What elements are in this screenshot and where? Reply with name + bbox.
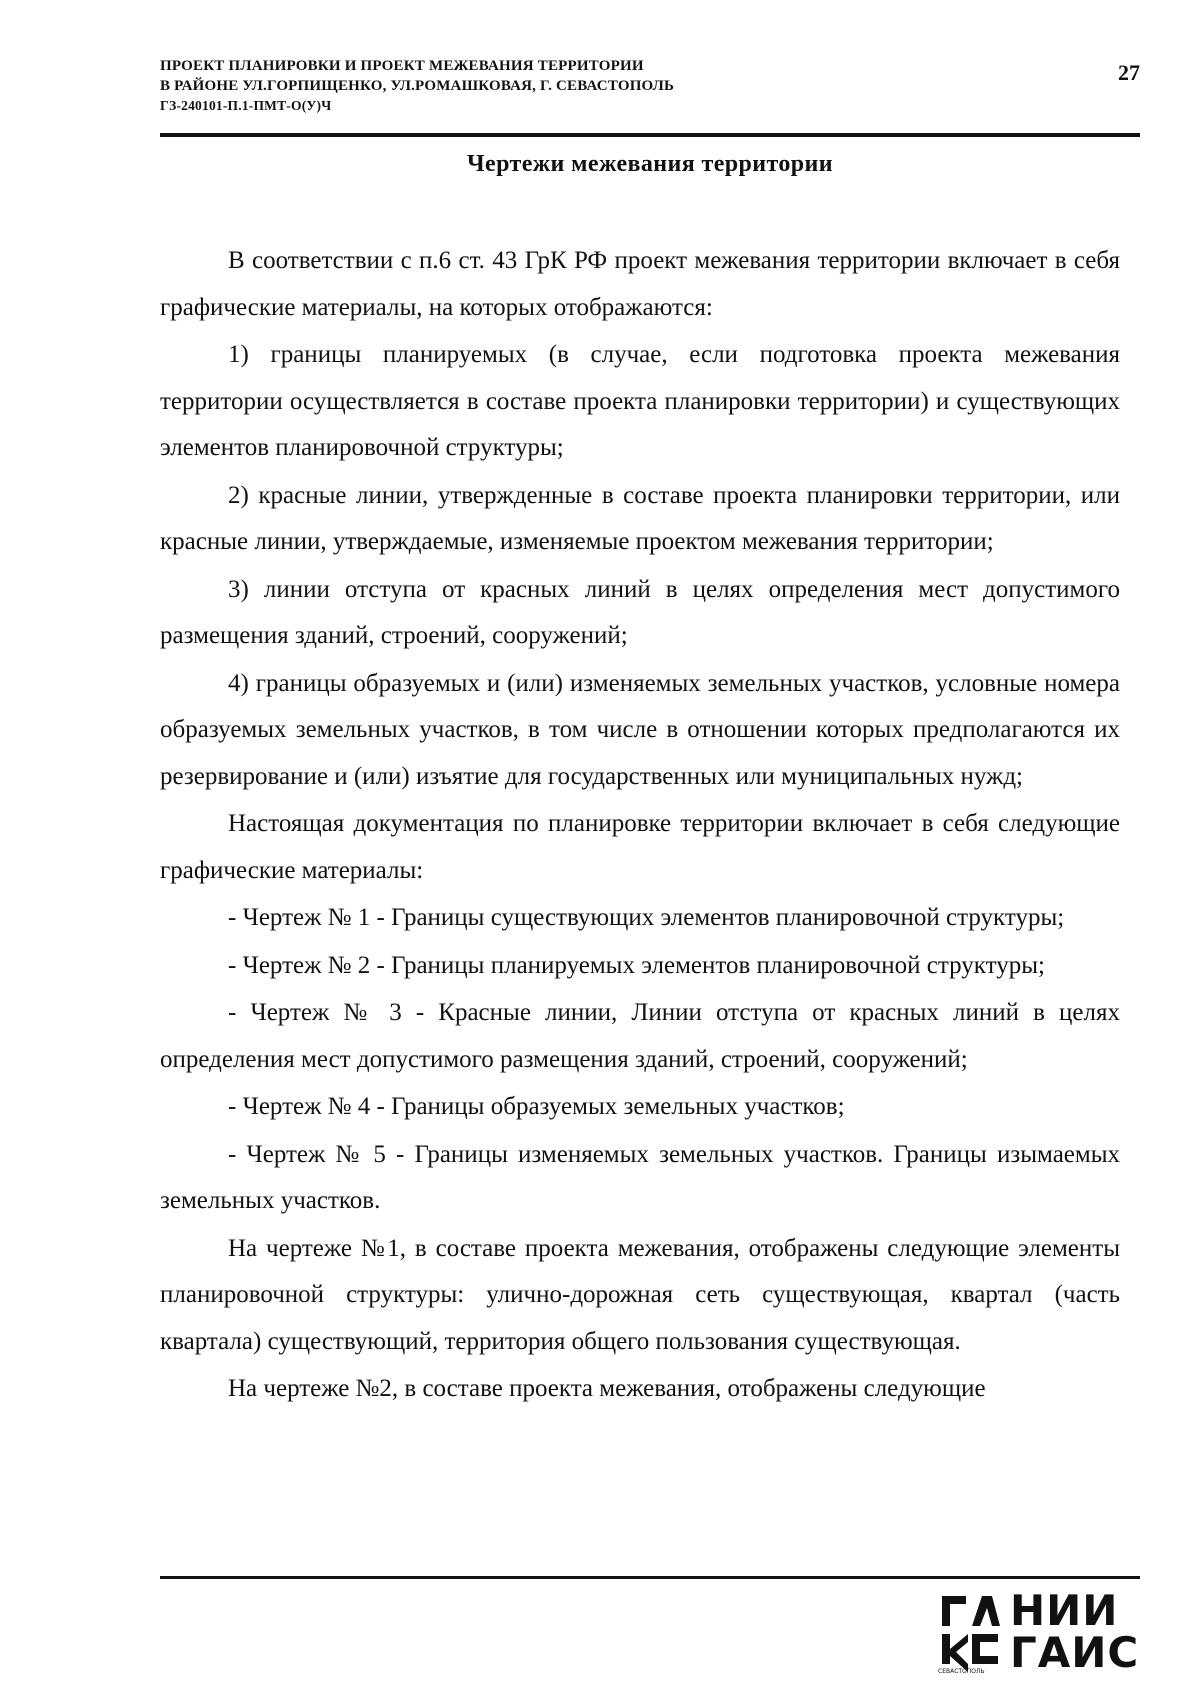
drawing-list-item: - Чертеж № 3 - Красные линии, Линии отступа от красных линий в целях определения мест допустимого размещения зданий, строений, сооружений; — [160, 999, 1120, 1073]
drawing-list-item: - Чертеж № 1 - Границы существующих элементов планировочной структуры; — [228, 904, 1065, 931]
list-item: 1) границы планируемых (в случае, если подготовка проекта межевания территории осуществляется в составе проекта планировки территории) и существующих элементов планировочной структуры; — [160, 341, 1120, 461]
drawing-list-item: - Чертеж № 4 - Границы образуемых земельных участков; — [228, 1093, 845, 1120]
paragraph: В соответствии с п.6 ст. 43 ГрК РФ проект межевания территории включает в себя графические материалы, на которых отображаются: — [160, 247, 1120, 321]
list-item: 2) красные линии, утвержденные в составе проекта планировки территории, или красные линии, утверждаемые, изменяемые проектом межевания территории; — [160, 481, 1120, 555]
logo-subtitle: СЕВАСТОПОЛЬ — [938, 1668, 985, 1675]
drawing-list-item: - Чертеж № 5 - Границы изменяемых земельных участков. Границы изымаемых земельных участков. — [160, 1140, 1120, 1214]
header-text — [160, 56, 1140, 116]
logo-wordmark — [1010, 1586, 1140, 1677]
footer-divider — [160, 1576, 1140, 1579]
page-header — [160, 56, 1140, 116]
list-item: 3) линии отступа от красных линий в целях определения мест допустимого размещения зданий, строений, сооружений; — [160, 575, 1120, 649]
section-title: Чертежи межевания территории — [467, 151, 833, 177]
logo-line-2: ГАИС — [1010, 1628, 1140, 1677]
header-divider — [160, 133, 1140, 137]
logo-line-1: НИИ — [1010, 1586, 1119, 1635]
page-number: 27 — [1118, 60, 1140, 85]
company-logo — [938, 1586, 1140, 1682]
paragraph: На чертеже №2, в составе проекта межевания, отображены следующие — [228, 1375, 986, 1402]
paragraph: На чертеже №1, в составе проекта межевания, отображены следующие элементы планировочной структуры: улично-дорожная сеть существующая, квартал (часть квартала) существующий, территория общего пользования существующая. — [160, 1234, 1120, 1355]
document-code: ГЗ-240101-П.1-ПМТ-О(У)Ч — [160, 98, 332, 113]
list-item: 4) границы образуемых и (или) изменяемых земельных участков, условные номера образуемых земельных участков, в том числе в отношении которых предполагаются их резервирование и (или) изъятие для государственных или муниципальных нужд; — [160, 669, 1120, 790]
paragraph: Настоящая документация по планировке территории включает в себя следующие графические материалы: — [160, 810, 1120, 884]
body-text — [160, 238, 1120, 1413]
header-line-2: В РАЙОНЕ УЛ.ГОРПИЩЕНКО, УЛ.РОМАШКОВАЯ, Г. СЕВАСТОПОЛЬ — [160, 78, 675, 94]
header-line-1: ПРОЕКТ ПЛАНИРОВКИ И ПРОЕКТ МЕЖЕВАНИЯ ТЕРРИТОРИИ — [160, 58, 644, 74]
gais-logo-icon — [938, 1594, 1000, 1678]
drawing-list-item: - Чертеж № 2 - Границы планируемых элементов планировочной структуры; — [228, 951, 1045, 979]
